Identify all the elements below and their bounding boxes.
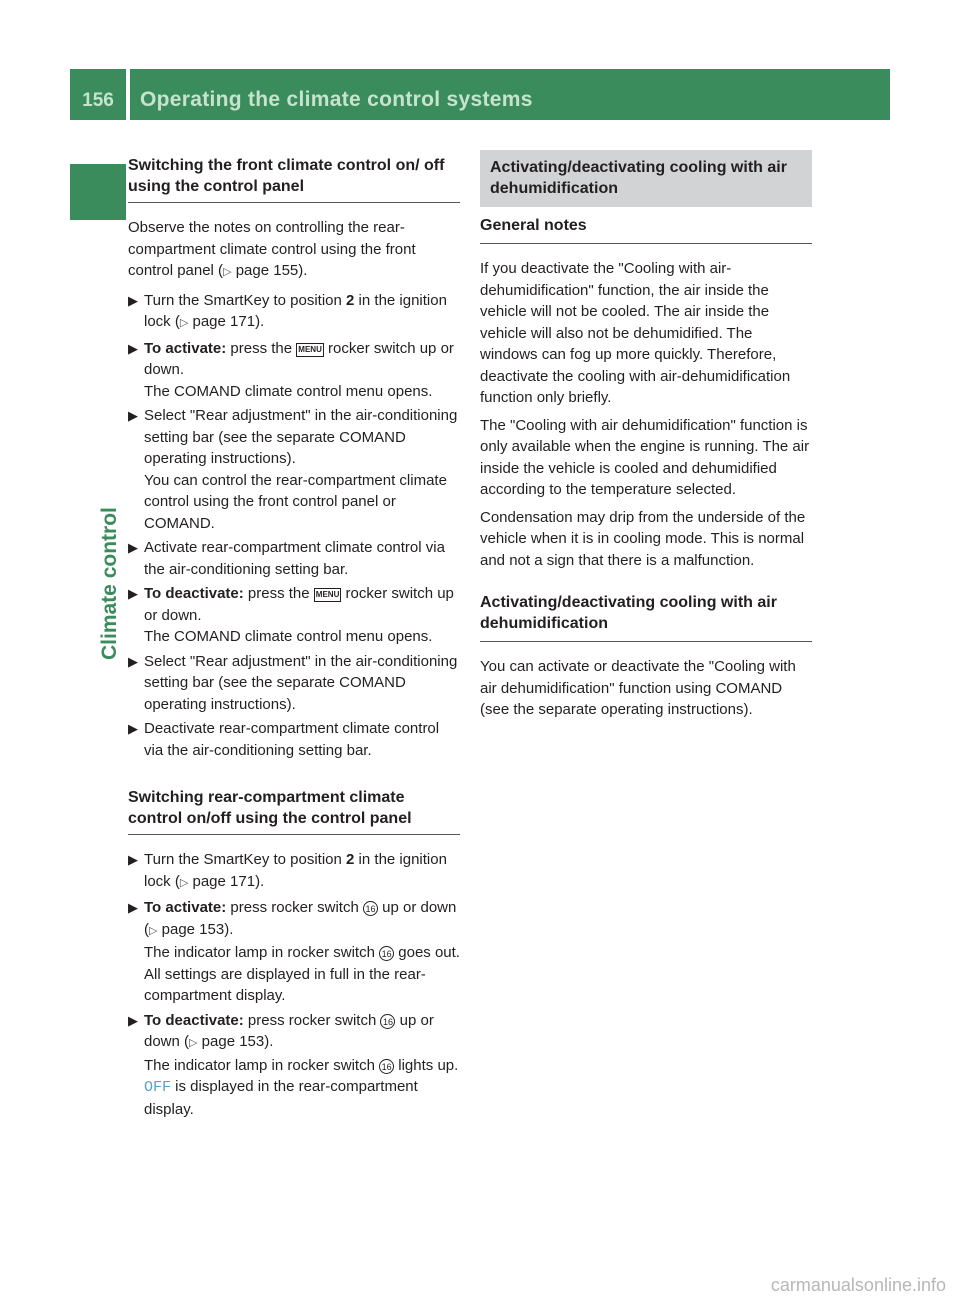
step-arrow-icon: ▶	[128, 408, 138, 423]
rocker-switch-number-icon: 16	[380, 1014, 395, 1029]
right-column	[480, 150, 812, 727]
body-paragraph: The "Cooling with air dehumidification" function is only available when the engine is running. The air inside the vehicle is cooled and dehumidified according to the temperature selected.	[480, 416, 810, 498]
step-item: ▶ Turn the SmartKey to position 2 in the ignition lock (▷ page 171).	[128, 849, 460, 894]
step-arrow-icon: ▶	[128, 292, 138, 308]
rocker-switch-number-icon: 16	[379, 946, 394, 961]
menu-key-icon: MENU	[296, 343, 324, 357]
step-arrow-icon: ▶	[128, 852, 138, 867]
step-arrow-icon: ▶	[128, 340, 138, 356]
step-item: ▶ Activate rear-compartment climate control via the air-conditioning setting bar.	[128, 537, 460, 580]
step-arrow-icon: ▶	[128, 586, 138, 601]
page-ref-arrow-icon: ▷	[189, 1037, 198, 1049]
page-reference[interactable]: page 153	[161, 920, 225, 938]
side-tab-marker	[70, 164, 126, 220]
step-item: ▶ Turn the SmartKey to position 2 in the ignition lock (▷ page 171).	[128, 290, 460, 335]
section-heading: Switching rear-compartment climate control on/off using the control panel	[128, 787, 460, 835]
display-message: OFF	[144, 1079, 172, 1096]
sub-heading: General notes	[480, 215, 812, 244]
step-item: ▶ To activate: press rocker switch 16 up or down (▷ page 153). The indicator lamp in rocker switch 16 goes out. All settings are displayed in full in the rear-compartment display.	[128, 897, 460, 1007]
page-reference[interactable]: page 171	[192, 872, 256, 890]
body-paragraph: You can activate or deactivate the "Cooling with air dehumidification" function using COMAND (see the separate operating instructions).	[480, 658, 796, 718]
watermark: carmanualsonline.info	[770, 1275, 946, 1295]
section-heading: Switching the front climate control on/ off using the control panel	[128, 155, 460, 203]
main-section-heading: Activating/deactivating cooling with air dehumidification	[480, 150, 812, 207]
page-ref-arrow-icon: ▷	[149, 924, 158, 937]
step-arrow-icon: ▶	[128, 653, 138, 669]
intro-paragraph: Observe the notes on controlling the rear-compartment climate control using the front control panel (▷ page 155).	[128, 219, 416, 279]
page-ref-arrow-icon: ▷	[223, 266, 232, 278]
body-paragraph: If you deactivate the "Cooling with air-dehumidification" function, the air inside the vehicle will not be cooled. The air inside the vehicle will also not be dehumidified. The windows can fog up more quickly. Therefore, deactivate the cooling with air-dehumidification function only briefly.	[480, 260, 791, 406]
page-title: Operating the climate control systems	[140, 88, 533, 111]
page-ref-arrow-icon: ▷	[179, 317, 189, 329]
rocker-switch-number-icon: 16	[379, 1059, 394, 1074]
step-arrow-icon: ▶	[128, 1012, 138, 1028]
step-arrow-icon: ▶	[128, 721, 138, 736]
step-item: ▶ To activate: press the MENU rocker switch up or down. The COMAND climate control menu opens.	[128, 338, 460, 403]
header-divider	[126, 69, 130, 120]
step-item: ▶ To deactivate: press the MENU rocker switch up or down. The COMAND climate control menu opens.	[128, 583, 460, 648]
sub-heading: Activating/deactivating cooling with air dehumidification	[480, 592, 812, 642]
step-list	[128, 290, 460, 762]
step-arrow-icon: ▶	[128, 540, 138, 555]
page-reference[interactable]: page 155	[235, 262, 299, 279]
left-column	[128, 150, 460, 1123]
step-item: ▶ To deactivate: press rocker switch 16 up or down (▷ page 153). The indicator lamp in rocker switch 16 lights up. OFF is displayed in the rear-compartment display.	[128, 1010, 460, 1121]
step-item: ▶ Deactivate rear-compartment climate control via the air-conditioning setting bar.	[128, 718, 460, 761]
rocker-switch-number-icon: 16	[363, 901, 378, 916]
step-item: ▶ Select "Rear adjustment" in the air-conditioning setting bar (see the separate COMAND operating instructions). You can control the rear-compartment climate control using the front control panel or COMAND.	[128, 405, 460, 534]
step-list	[128, 849, 460, 1120]
side-tab	[70, 164, 126, 664]
page-number: 156	[82, 90, 114, 111]
step-arrow-icon: ▶	[128, 900, 138, 915]
step-item: ▶ Select "Rear adjustment" in the air-conditioning setting bar (see the separate COMAND operating instructions).	[128, 651, 460, 716]
page-reference[interactable]: page 153	[201, 1033, 265, 1050]
menu-key-icon: MENU	[314, 588, 342, 602]
side-tab-label: Climate control	[98, 507, 121, 660]
body-paragraph: Condensation may drip from the underside of the vehicle when it is in cooling mode. This is normal and not a sign that there is a malfunction.	[480, 508, 806, 569]
page-ref-arrow-icon: ▷	[179, 876, 189, 889]
page-reference[interactable]: page 171	[192, 313, 256, 330]
